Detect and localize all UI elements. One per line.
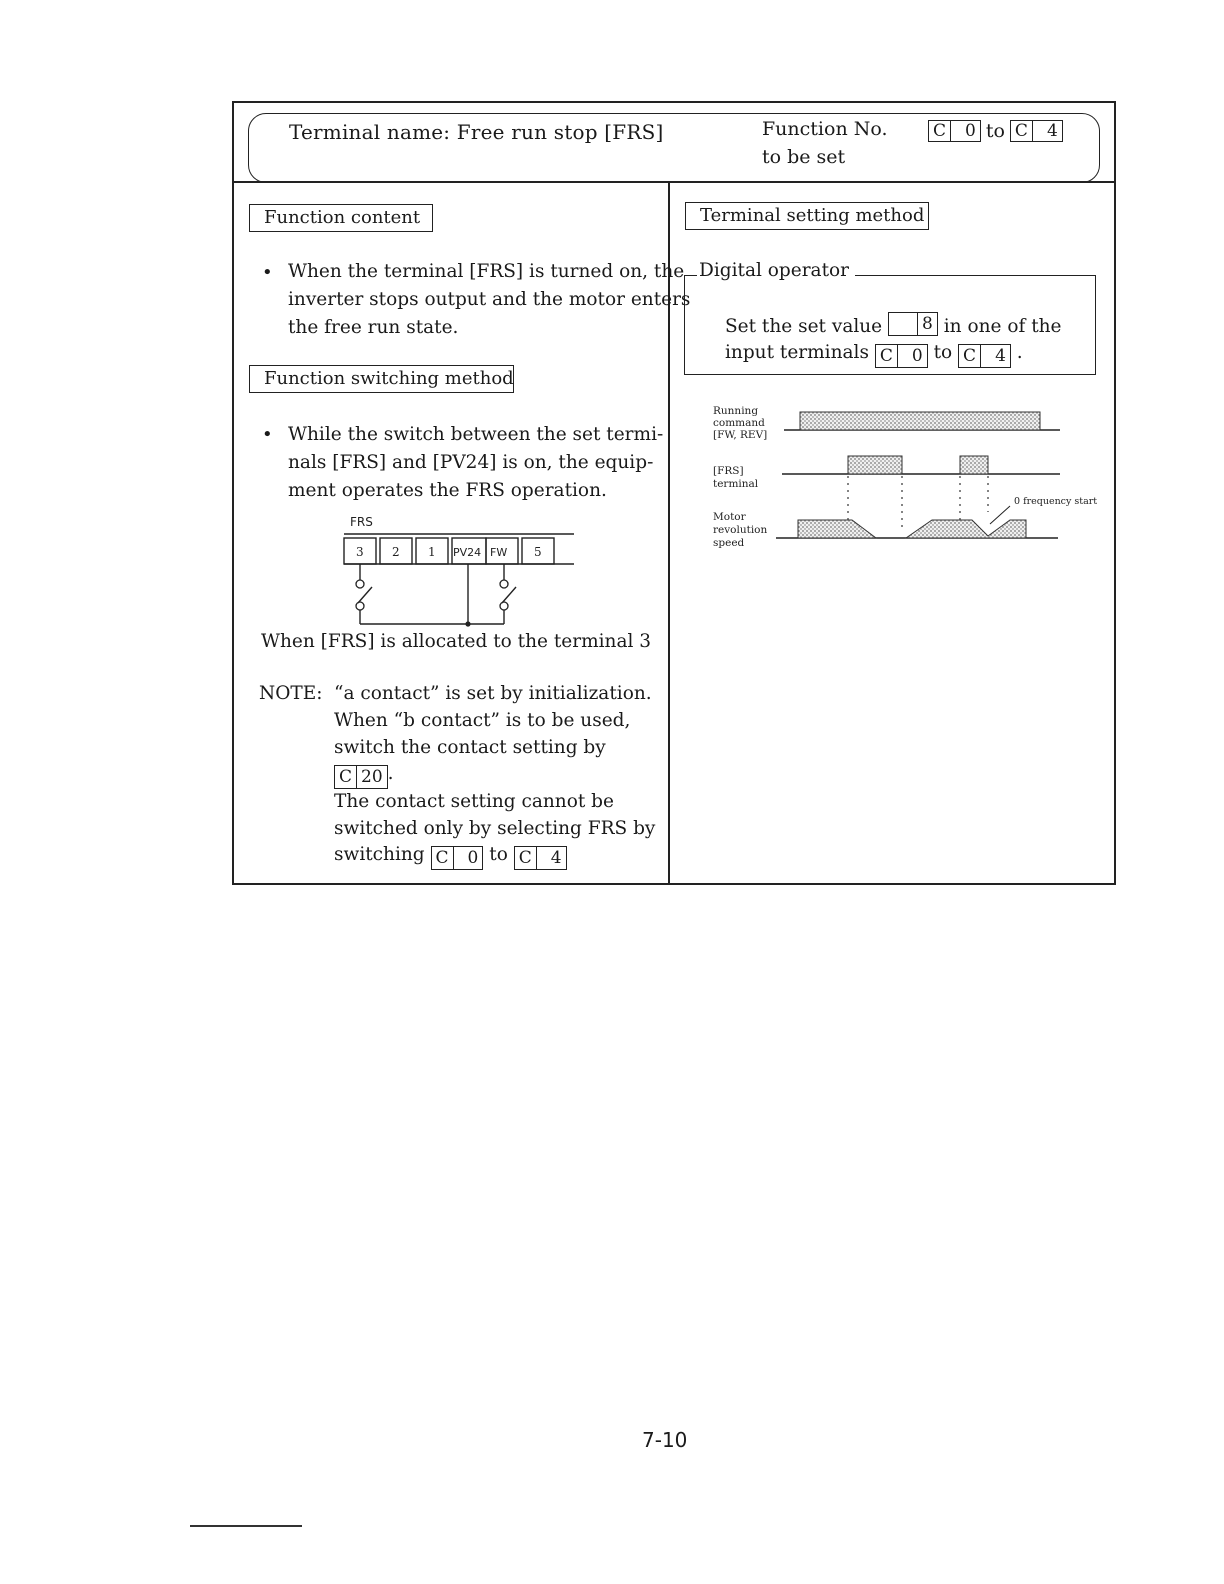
timing-diagram — [710, 402, 1114, 558]
code-from: C 0 — [928, 120, 981, 142]
content-bullet: • — [262, 262, 273, 283]
header-divider — [233, 181, 1115, 183]
switching-text: While the switch between the set termi- nals [FRS] and [PV24] is on, the equip- ment operates the FRS operation. — [288, 424, 664, 501]
running-command-label — [713, 405, 767, 441]
function-no-label: Function No. — [762, 118, 888, 140]
digital-operator-title: Digital operator — [697, 260, 855, 281]
running-on-pulse — [800, 412, 1040, 430]
terminal-label-5: 5 — [534, 545, 542, 559]
terminal-cells — [344, 538, 554, 564]
svg-text:speed: speed — [713, 537, 745, 549]
frs-terminal-label — [713, 465, 759, 490]
svg-text:terminal: terminal — [713, 478, 759, 490]
frs-label: FRS — [350, 515, 373, 529]
motor-speed-run-1 — [798, 520, 876, 538]
frs-pulse-1 — [848, 456, 902, 474]
svg-text:Running: Running — [713, 405, 759, 417]
svg-text:Motor: Motor — [713, 511, 746, 523]
svg-text:revolution: revolution — [713, 524, 768, 536]
note-code-c20: C 20 — [334, 765, 388, 789]
code-to: C 4 — [1010, 120, 1063, 142]
function-code-range — [928, 120, 1063, 142]
function-content-label: Function content — [249, 204, 433, 232]
zero-freq-pointer — [990, 506, 1010, 524]
allocation-caption: When [FRS] is allocated to the terminal 3 — [261, 631, 652, 652]
note-label: NOTE: — [259, 683, 323, 704]
content-text: When the terminal [FRS] is turned on, the inverter stops output and the motor enters the free run state. — [288, 261, 691, 338]
zero-freq-label: 0 frequency start — [1014, 496, 1098, 507]
switching-method-label: Function switching method — [249, 365, 514, 393]
terminal-setting-label: Terminal setting method — [685, 202, 929, 230]
set-value-code: 8 — [888, 312, 938, 336]
terminal-label-1: 1 — [428, 545, 436, 559]
junction-dot — [465, 621, 470, 626]
input-code-from: C 0 — [875, 344, 928, 368]
input-terminals-line: input terminals C 0 to C 4 . — [725, 342, 1023, 366]
svg-text:command: command — [713, 417, 765, 429]
note-body: When “b contact” is to be used, switch the contact setting by C 20 . The contact setting cannot be switched only by selecting FRS by switching C 0 to C 4 — [334, 710, 656, 868]
svg-text:[FW, REV]: [FW, REV] — [713, 429, 768, 441]
fw-switch — [500, 564, 516, 624]
set-value-line: Set the set value 8 in one of the — [725, 314, 1062, 337]
terminal-label-fw: FW — [490, 546, 508, 559]
motor-speed-run-2 — [906, 520, 1026, 538]
terminal-name: Terminal name: Free run stop [FRS] — [289, 120, 664, 144]
frs-pulse-2 — [960, 456, 988, 474]
frs-switch — [356, 564, 372, 624]
page-number: 7-10 — [642, 1428, 688, 1452]
switching-bullet: • — [262, 424, 273, 445]
svg-text:[FRS]: [FRS] — [713, 465, 744, 477]
terminal-label-pv24: PV24 — [453, 546, 482, 559]
note-switching-line: switching C 0 to C 4 — [334, 842, 655, 870]
note-code-to: C 4 — [514, 846, 567, 870]
footer-rule — [190, 1525, 302, 1527]
note-code-line: C 20 . — [334, 761, 655, 789]
note-code-from: C 0 — [431, 846, 484, 870]
terminal-label-3: 3 — [356, 545, 364, 559]
note-line-1: “a contact” is set by initialization. — [334, 683, 652, 704]
input-code-to: C 4 — [958, 344, 1011, 368]
to-word: to — [985, 120, 1005, 142]
to-be-set-label: to be set — [762, 146, 846, 168]
terminal-wiring-diagram — [330, 508, 590, 630]
motor-speed-label — [713, 511, 768, 549]
terminal-label-2: 2 — [392, 545, 400, 559]
